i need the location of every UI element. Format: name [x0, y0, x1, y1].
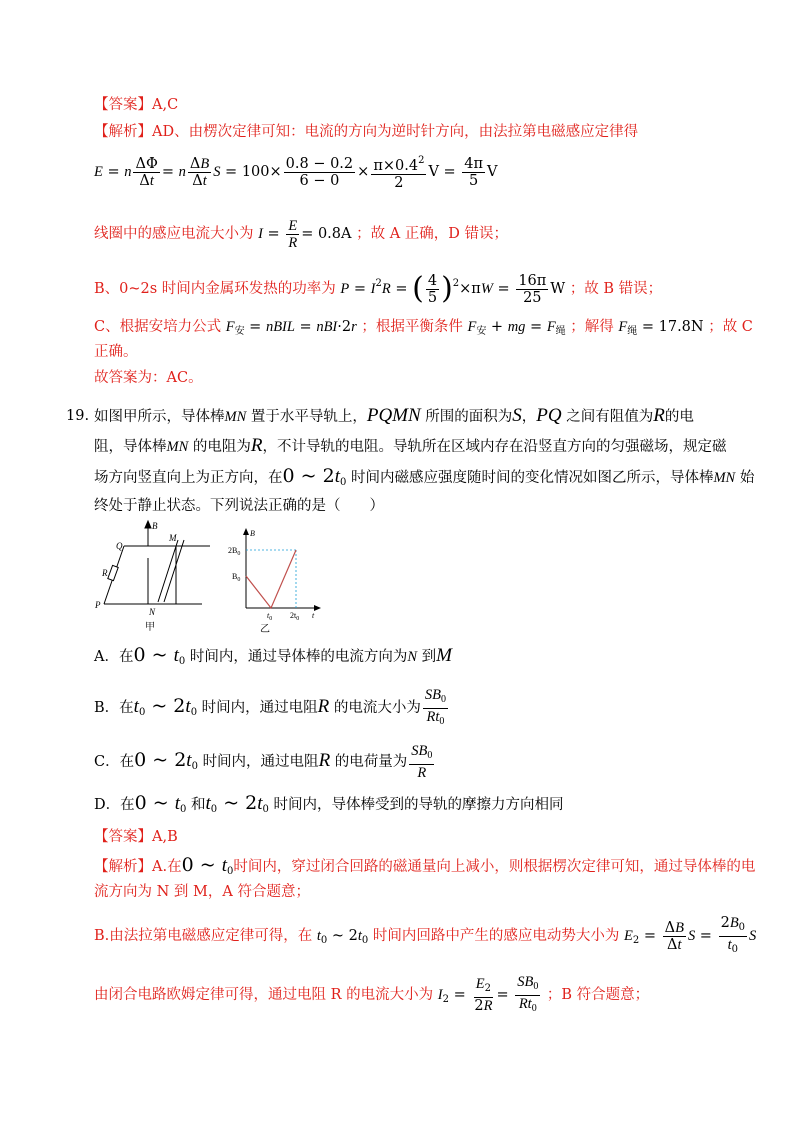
q19-option-b: B．在$t_0$ ~ $2t_0$ 时间内，通过电阻R 的电流大小为 $\frac{SB_0}{Rt_0}$ [94, 686, 446, 727]
rod-mn-right [164, 540, 184, 602]
q18-analysis-line: 【解析】AD、由楞次定律可知：电流的方向为逆时针方向，由法拉第电磁感应定律得 [94, 124, 639, 140]
svg-text:2t0: $2t_0$ [290, 611, 300, 622]
q18-current-line: 线圈中的感应电流大小为 I = $\frac{E}{R}$ = 0.8A ；故 A 正确，D 错误； [94, 217, 509, 251]
q19-option-a: A．在0 ~ $t_0$ 时间内，通过导体棒的电流方向为N 到M [94, 644, 452, 667]
q19-option-d: D．在0 ~ $t_0$ 和$t_0$ ~ $2t_0$ 时间内，导体棒受到的导轨的摩擦力方向相同 [94, 792, 564, 815]
fig-b-axis-t: t [312, 611, 315, 620]
q19-analysis-b: B.由法拉第电磁感应定律可得，在 $t_0$ ~ $2t_0$ 时间内回路中产生的感应电动势大小为 $E_2$ = $\frac{\Delta B}{\Delta t}$ S = $\frac{2B_0}{t_0}$ S [94, 914, 757, 955]
fig-a-label-q: Q [116, 541, 123, 551]
fig-a-label-b: B [152, 521, 158, 531]
q19-number: 19. [66, 408, 90, 424]
q18-power-line: B、0~2s 时间内金属环发热的功率为 $P = I^2R$ = ( $\frac{4}{5}$ )$^2$×πW = $\frac{16\pi}{25}$ W ；故 B 错误； [94, 271, 663, 306]
resistor-r [108, 565, 118, 580]
svg-text:t0: $t_0$ [267, 611, 273, 622]
fig-a-label-n: N [149, 607, 156, 617]
svg-text:B0: $B_0$ [232, 572, 241, 583]
q18-answer-line: 【答案】A,C [94, 97, 179, 113]
svg-text:2B0: $2B_0$ [228, 546, 241, 557]
q19-stem-line1: 19. 如图甲所示，导体棒MN 置于水平导轨上，PQMN 所围的面积为S，PQ 之间有阻值为R的电 [66, 405, 694, 426]
fig-b-caption: 乙 [260, 624, 270, 635]
q19-analysis-a: 【解析】A.在0 ~ $t_0$时间内，穿过闭合回路的磁通量向上减小，则根据楞次定律可知，通过导体棒的电 [94, 854, 756, 877]
q19-answer-line: 【答案】A,B [94, 829, 178, 845]
b-arrowhead [145, 521, 151, 528]
fig-a-label-p: P [95, 600, 101, 610]
fig-a-label-r: R [102, 568, 108, 578]
fig-a-label-m: M [169, 533, 177, 543]
q18-final-answer: 故答案为：AC。 [94, 370, 203, 386]
fig-b-tick-t0 [267, 611, 272, 622]
q18-emf-formula: E = n $\frac{\Delta\Phi}{\Delta t}$ = n $\frac{\Delta B}{\Delta t}$ S = 100× $\frac{0.8 - 0.2}{6 - 0}$ × $\frac{\pi\times 0.4^2}{2}$ V = $\frac{4\pi}{5}$ V [94, 155, 498, 191]
q19-stem-line4: 终处于静止状态。下列说法正确的是（ ） [94, 498, 384, 514]
figure-b-graph [226, 526, 326, 638]
rod-mn-left [158, 540, 178, 602]
b-t-curve [246, 550, 296, 608]
q19-analysis-a-line2: 流方向为 N 到 M，A 符合题意； [94, 884, 310, 900]
figure-a-rails [92, 518, 222, 636]
q18-correct-line: 正确。 [94, 344, 138, 360]
fig-b-tick-2t0 [290, 611, 299, 622]
fig-b-tick-2b0 [228, 546, 240, 557]
q19-analysis-b2: 由闭合电路欧姆定律可得，通过电阻 R 的电流大小为 $I_2$ = $\frac{E_2}{2R}$ = $\frac{SB_0}{Rt_0}$ ；B 符合题意； [94, 973, 650, 1014]
q19-stem-line3: 场方向竖直向上为正方向，在0 ~ $2t_0$ 时间内磁感应强度随时间的变化情况如图乙所示，导体棒MN 始 [94, 465, 755, 488]
q19-option-c: C．在0 ~ $2t_0$ 时间内，通过电阻R 的电荷量为 $\frac{SB_0}{R}$ [94, 743, 433, 781]
b-axis-arrow [243, 528, 249, 535]
fig-b-axis-b: B [250, 529, 255, 538]
q19-stem-line2: 阻，导体棒MN 的电阻为R，不计导轨的电阻。导轨所在区域内存在沿竖直方向的匀强磁场，规定磁 [94, 435, 727, 456]
fig-b-tick-b0 [232, 572, 240, 583]
t-axis-arrow [314, 605, 321, 611]
fig-a-caption: 甲 [145, 622, 155, 633]
q18-force-line: C、根据安培力公式 $F_安$ = nBIL = nBI·2r ；根据平衡条件 $F_安$ + mg = $F_绳$ ；解得 $F_绳 = 17.8N$ ；故 C [94, 319, 753, 337]
